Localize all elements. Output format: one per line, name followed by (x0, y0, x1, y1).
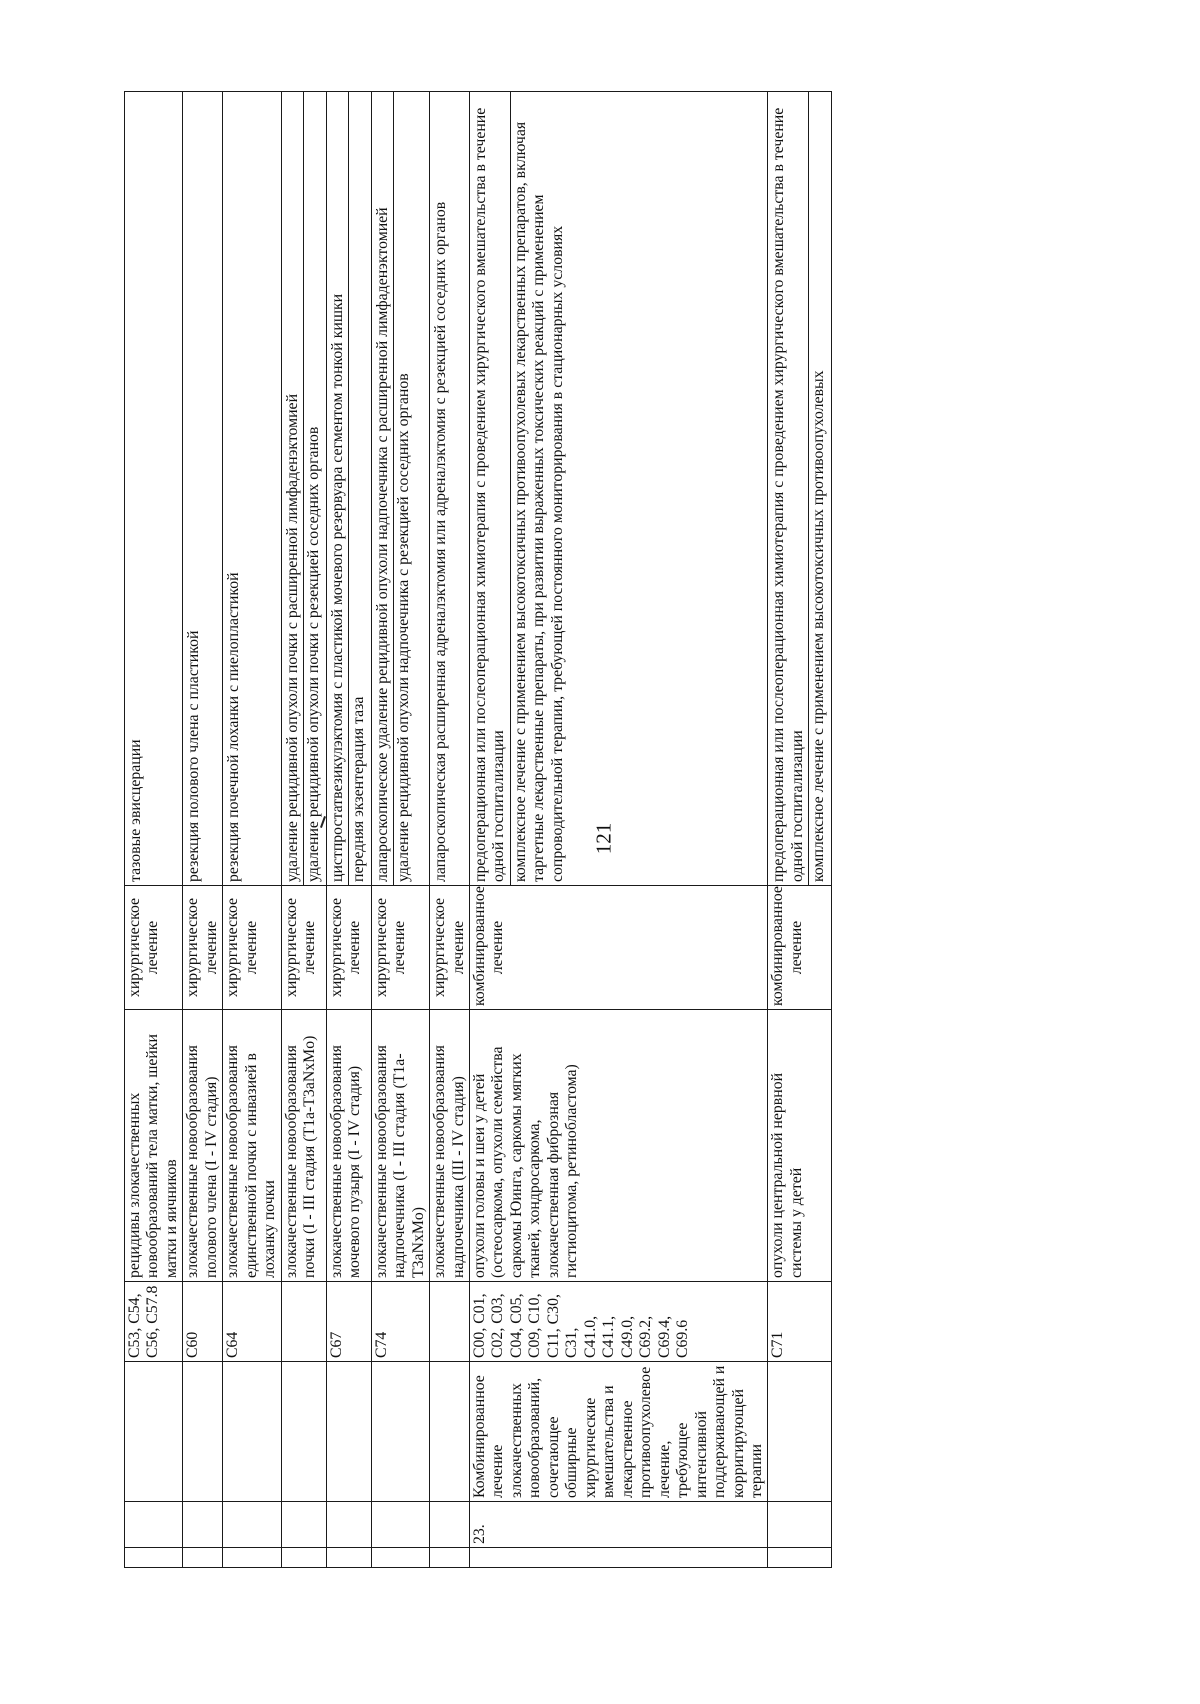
method-item: резекция полового члена с пластикой (185, 630, 203, 882)
table-row (469, 92, 768, 1568)
method-cell (469, 92, 768, 886)
method-cell (223, 92, 281, 886)
row-number-cell (371, 1502, 429, 1548)
diagnosis-cell: опухоли головы и шеи у детей (остеосаркома, опухоли семейства саркомы Юинга, саркомы мягких тканей, хондросаркома, злокачественная фиброзная гистиоцитома, ретинобластома) (469, 1010, 768, 1282)
table-row (125, 92, 183, 1568)
icd-codes-cell: C53, C54, C56, C57.8 (125, 1282, 183, 1362)
icd-codes-cell: C00, C01, C02, C03, C04, C05, C09, C10, C11, C30, C31, C41.0, C41.1, C49.0, C69.2, C69.4, C69.6 (469, 1282, 768, 1362)
icd-codes-cell (430, 1282, 470, 1362)
method-item: предоперационная или послеоперационная химиотерапия с проведением хирургического вмешательства в течение одной госпитализации (770, 107, 806, 882)
method-item: удаление рецидивной опухоли почки с резекцией соседних органов (303, 92, 324, 885)
row-number-cell: 23. (469, 1502, 768, 1548)
diagnosis-cell: злокачественные новообразования почки (I - III стадия (T1a-T3aNxMo) (281, 1010, 326, 1282)
blank-cell (326, 1548, 371, 1568)
method-item: комплексное лечение с применением высокотоксичных противоопухолевых (808, 92, 829, 885)
treatment-type-cell: хирургическое лечение (371, 886, 429, 1010)
row-number-cell (768, 1502, 831, 1548)
treatment-type-cell: хирургическое лечение (326, 886, 371, 1010)
method-item: комплексное лечение с применением высокотоксичных противоопухолевых лекарственных препаратов, включая таргетные лекарственные препараты, при развитии выраженных токсических реакций с применением сопроводительной терапии, требующей постоянного мониторирования в стационарных условиях (510, 92, 568, 885)
method-item: удаление рецидивной опухоли надпочечника с резекцией соседних органов (393, 92, 414, 885)
blank-cell (430, 1548, 470, 1568)
procedure-name-cell (125, 1362, 183, 1502)
page-number: 121 (591, 822, 616, 855)
method-item: цистпростатвезикулэктомия с пластикой мочевого резервуара сегментом тонкой кишки (328, 293, 346, 882)
method-cell (371, 92, 429, 886)
procedure-name-cell: Комбинированное лечение злокачественных новообразований, сочетающее обширные хирургические вмешательства и лекарственное противоопухолевое лечение, требующее интенсивной поддерживающей и корригирующей терапии (469, 1362, 768, 1502)
blank-cell (125, 1548, 183, 1568)
procedure-name-cell (326, 1362, 371, 1502)
diagnosis-cell: злокачественные новообразования единственной почки с инвазией в лоханку почки (223, 1010, 281, 1282)
table-row (768, 92, 831, 1568)
icd-codes-cell: C60 (183, 1282, 223, 1362)
icd-codes-cell: C64 (223, 1282, 281, 1362)
procedure-name-cell (430, 1362, 470, 1502)
treatment-type-cell: хирургическое лечение (223, 886, 281, 1010)
method-cell (183, 92, 223, 886)
diagnosis-cell: злокачественные новообразования надпочечника (I - III стадия (T1a-T3aNxMo) (371, 1010, 429, 1282)
procedure-name-cell (371, 1362, 429, 1502)
table-body (125, 92, 832, 1568)
icd-codes-cell: C71 (768, 1282, 831, 1362)
diagnosis-cell: рецидивы злокачественных новообразований тела матки, шейки матки и яичников (125, 1010, 183, 1282)
method-item: передняя экзентерация таза (348, 92, 369, 885)
table-row (183, 92, 223, 1568)
blank-cell (371, 1548, 429, 1568)
procedure-name-cell (281, 1362, 326, 1502)
treatment-type-cell: хирургическое лечение (125, 886, 183, 1010)
table-row (371, 92, 429, 1568)
procedure-name-cell (183, 1362, 223, 1502)
table-row (430, 92, 470, 1568)
diagnosis-cell: злокачественные новообразования надпочечника (III - IV стадия) (430, 1010, 470, 1282)
diagnosis-cell: опухоли центральной нервной системы у детей (768, 1010, 831, 1282)
method-item: тазовые эвисцерации (127, 739, 144, 882)
row-number-cell (183, 1502, 223, 1548)
method-item: резекция почечной лоханки с пиелопластикой (225, 572, 243, 882)
method-item: лапароскопическая расширенная адреналэктомия или адреналэктомия с резекцией соседних органов (432, 201, 450, 882)
treatment-table (124, 91, 832, 1568)
method-cell (326, 92, 371, 886)
treatment-type-cell: хирургическое лечение (430, 886, 470, 1010)
method-cell (430, 92, 470, 886)
row-number-cell (281, 1502, 326, 1548)
method-cell (281, 92, 326, 886)
method-item: предоперационная или послеоперационная химиотерапия с проведением хирургического вмешательства в течение одной госпитализации (471, 107, 508, 882)
method-item: лапароскопическое удаление рецидивной опухоли надпочечника с расширенной лимфаденэктомией (373, 207, 391, 882)
table-row (223, 92, 281, 1568)
treatment-type-cell: хирургическое лечение (183, 886, 223, 1010)
blank-cell (281, 1548, 326, 1568)
blank-cell (183, 1548, 223, 1568)
diagnosis-cell: злокачественные новообразования мочевого пузыря (I - IV стадия) (326, 1010, 371, 1282)
blank-cell (768, 1548, 831, 1568)
method-cell (125, 92, 183, 886)
row-number-cell (326, 1502, 371, 1548)
treatment-type-cell: комбинированное лечение (768, 886, 831, 1010)
row-number-cell (223, 1502, 281, 1548)
procedure-name-cell (768, 1362, 831, 1502)
rotated-table-container (124, 107, 1054, 1568)
icd-codes-cell: C74 (371, 1282, 429, 1362)
treatment-type-cell: хирургическое лечение (281, 886, 326, 1010)
blank-cell (223, 1548, 281, 1568)
row-number-cell (430, 1502, 470, 1548)
icd-codes-cell (281, 1282, 326, 1362)
method-item: удаление рецидивной опухоли почки с расширенной лимфаденэктомией (283, 393, 301, 882)
row-number-cell (125, 1502, 183, 1548)
table-row (281, 92, 326, 1568)
treatment-type-cell: комбинированное лечение (469, 886, 768, 1010)
method-cell (768, 92, 831, 886)
table-row (326, 92, 371, 1568)
blank-cell (469, 1548, 768, 1568)
procedure-name-cell (223, 1362, 281, 1502)
icd-codes-cell: C67 (326, 1282, 371, 1362)
diagnosis-cell: злокачественные новообразования полового члена (I - IV стадия) (183, 1010, 223, 1282)
